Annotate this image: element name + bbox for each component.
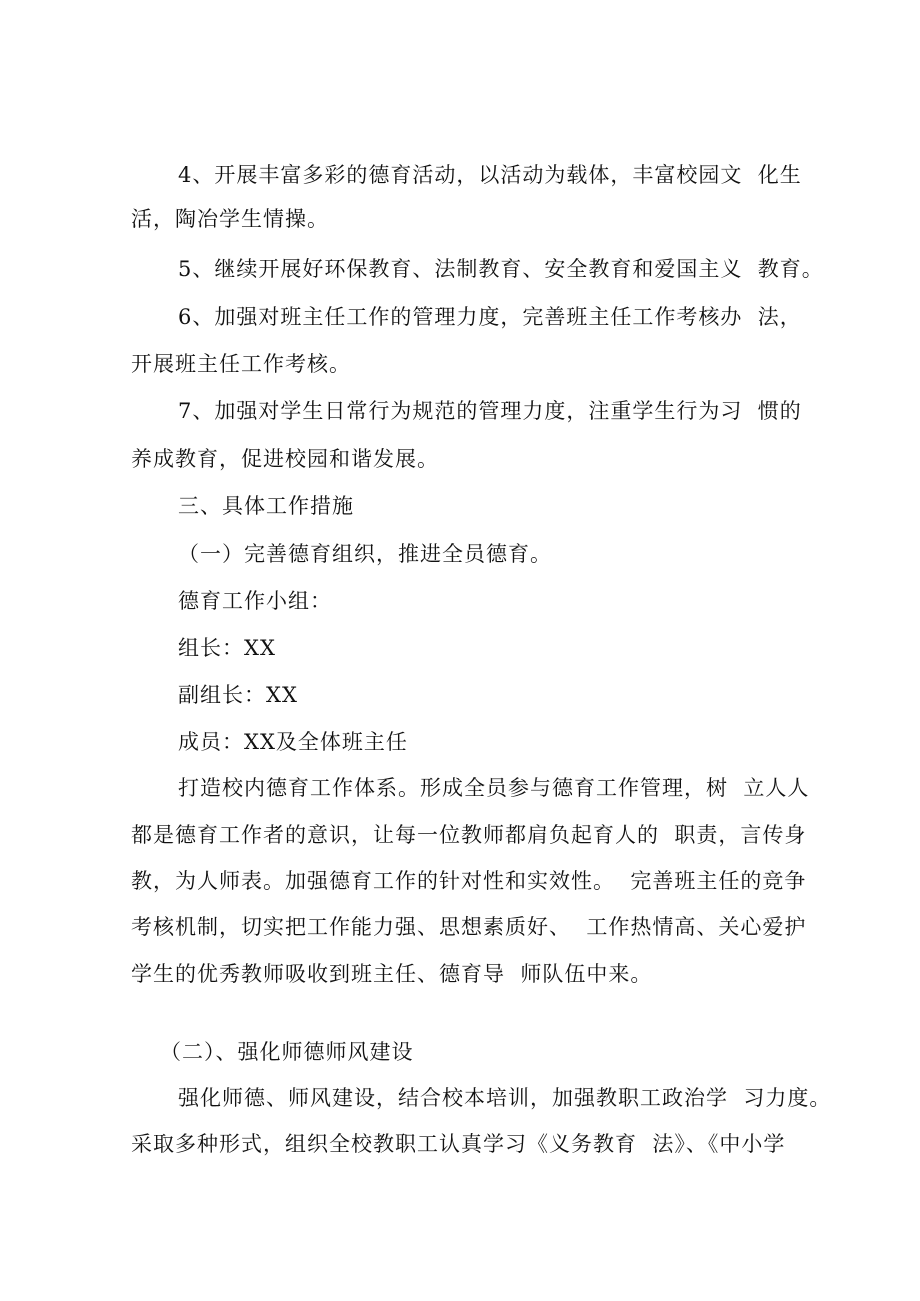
paragraph-ethics-line-2: 采取多种形式，组织全校教职工认真学习《义务教育 法》、《中小学 [131,1132,786,1156]
paragraph-ethics-line-1: 强化师德、师风建设，结合校本培训，加强教职工政治学 习力度。 [178,1086,832,1110]
paragraph-item-7-line-1: 7、加强对学生日常行为规范的管理力度，注重学生行为习 惯的 [178,399,802,423]
paragraph-system-line-4: 考核机制，切实把工作能力强、思想素质好、 工作热情高、关心爱护 [131,915,807,939]
paragraph-item-7-line-2: 养成教育，促进校园和谐发展。 [131,447,439,471]
subsection-heading-1: （一）完善德育组织，推进全员德育。 [178,542,552,566]
paragraph-item-4-line-2: 活，陶冶学生情操。 [131,207,329,231]
group-members: 成员：XX及全体班主任 [178,730,408,754]
subsection-heading-2: （二）、强化师德师风建设 [160,1040,414,1064]
group-deputy-leader: 副组长：XX [178,683,298,707]
group-leader: 组长：XX [178,636,276,660]
section-heading-3: 三、具体工作措施 [178,494,354,518]
paragraph-item-6-line-2: 开展班主任工作考核。 [131,352,351,376]
paragraph-system-line-1: 打造校内德育工作体系。形成全员参与德育工作管理，树 立人人 [178,776,810,800]
paragraph-system-line-5: 学生的优秀教师吸收到班主任、德育导 师队伍中来。 [131,962,653,986]
paragraph-item-6-line-1: 6、加强对班主任工作的管理力度，完善班主任工作考核办 法， [178,305,802,329]
paragraph-item-4-line-1: 4、开展丰富多彩的德育活动，以活动为载体，丰富校园文 化生 [178,163,802,187]
paragraph-system-line-2: 都是德育工作者的意识，让每一位教师都肩负起育人的 职责，言传身 [131,823,807,847]
group-title: 德育工作小组： [178,589,332,613]
paragraph-system-line-3: 教，为人师表。加强德育工作的针对性和实效性。 完善班主任的竞争 [131,869,807,893]
paragraph-item-5: 5、继续开展好环保教育、法制教育、安全教育和爱国主义 教育。 [178,257,824,281]
